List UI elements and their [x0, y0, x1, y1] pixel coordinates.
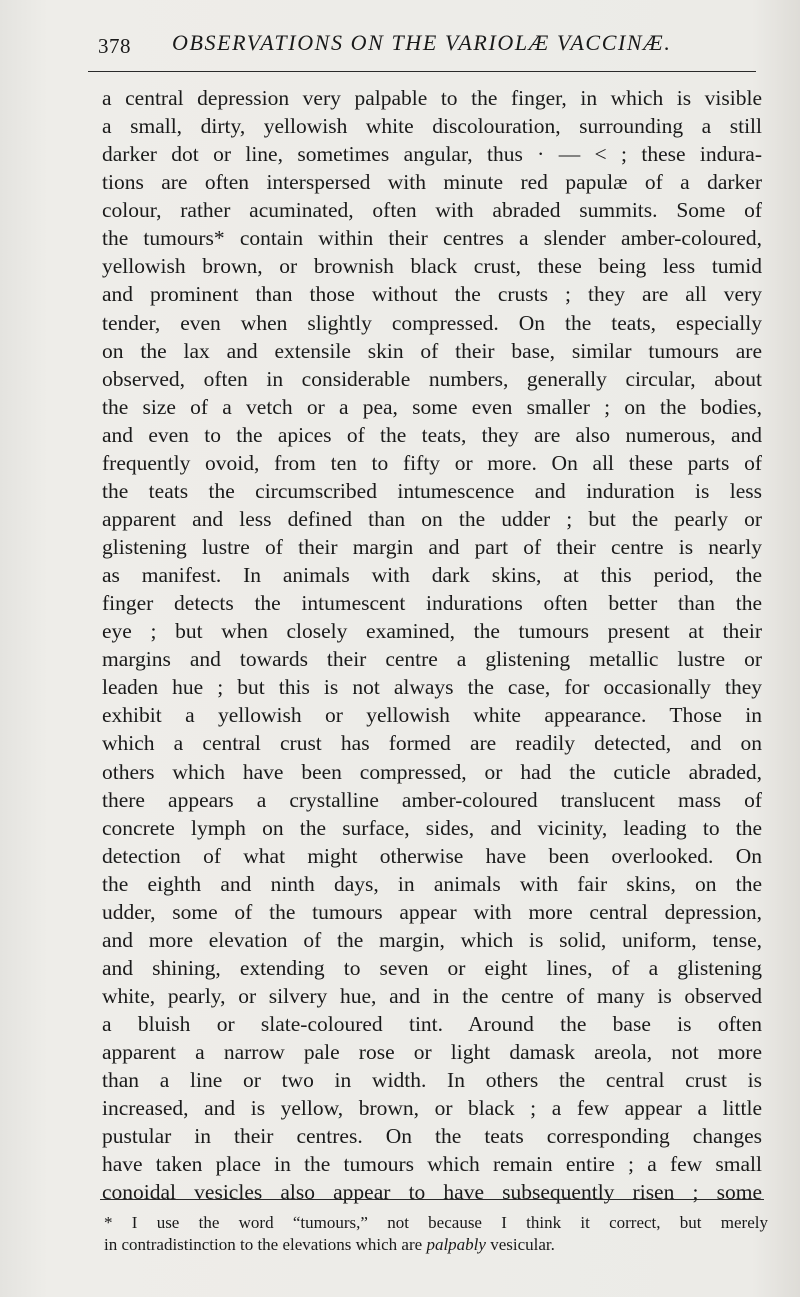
- text-line: the tumours* contain within their centres a slender amber-coloured,: [102, 226, 762, 251]
- text-line: eye ; but when closely examined, the tumours present at their: [102, 619, 762, 644]
- text-line: the eighth and ninth days, in animals with fair skins, on the: [102, 871, 762, 896]
- page-number: 378: [98, 34, 131, 58]
- footnote-rule: [100, 1199, 764, 1200]
- text-line: margins and towards their centre a glistening metallic lustre or: [102, 647, 762, 672]
- text-line: observed, often in considerable numbers, generally circular, about: [102, 366, 762, 391]
- text-line: on the lax and extensile skin of their base, similar tumours are: [102, 338, 762, 363]
- text-line: and prominent than those without the crusts ; they are all very: [102, 282, 762, 307]
- text-line: apparent a narrow pale rose or light damask areola, not more: [102, 1040, 762, 1065]
- text-line: leaden hue ; but this is not always the case, for occasionally they: [102, 675, 762, 700]
- text-line: apparent and less defined than on the udder ; but the pearly or: [102, 506, 762, 531]
- text-line: udder, some of the tumours appear with more central depression,: [102, 899, 762, 924]
- text-line: the teats the circumscribed intumescence and induration is less: [102, 478, 762, 503]
- page-header: [98, 30, 758, 62]
- footnote-line: [104, 1234, 768, 1256]
- text-line: yellowish brown, or brownish black crust, these being less tumid: [102, 254, 762, 279]
- body-text: [102, 84, 762, 1207]
- footnote-text: in contradistinction to the elevations which are: [104, 1235, 427, 1254]
- text-line: which a central crust has formed are readily detected, and on: [102, 731, 762, 756]
- text-line: and shining, extending to seven or eight lines, of a glistening: [102, 955, 762, 980]
- text-line: the size of a vetch or a pea, some even smaller ; on the bodies,: [102, 394, 762, 419]
- footnote-line: * I use the word “tumours,” not because I think it correct, but merely: [104, 1213, 768, 1232]
- text-line: conoidal vesicles also appear to have subsequently risen ; some: [102, 1180, 762, 1205]
- text-line: frequently ovoid, from ten to fifty or more. On all these parts of: [102, 450, 762, 475]
- text-line: have taken place in the tumours which remain entire ; a few small: [102, 1152, 762, 1177]
- text-line: tender, even when slightly compressed. On the teats, especially: [102, 310, 762, 335]
- text-line: darker dot or line, sometimes angular, thus · — < ; these indura-: [102, 142, 762, 167]
- text-line: as manifest. In animals with dark skins, at this period, the: [102, 563, 762, 588]
- text-line: pustular in their centres. On the teats corresponding changes: [102, 1124, 762, 1149]
- text-line: detection of what might otherwise have been overlooked. On: [102, 843, 762, 868]
- text-line: colour, rather acuminated, often with abraded summits. Some of: [102, 198, 762, 223]
- text-line: there appears a crystalline amber-coloured translucent mass of: [102, 787, 762, 812]
- text-line: others which have been compressed, or had the cuticle abraded,: [102, 759, 762, 784]
- text-line: and even to the apices of the teats, they are also numerous, and: [102, 422, 762, 447]
- text-line: increased, and is yellow, brown, or black ; a few appear a little: [102, 1096, 762, 1121]
- footnote-emphasis: palpably: [426, 1235, 486, 1254]
- running-head: OBSERVATIONS ON THE VARIOLÆ VACCINÆ.: [172, 30, 672, 55]
- text-line: and more elevation of the margin, which is solid, uniform, tense,: [102, 927, 762, 952]
- text-line: finger detects the intumescent indurations often better than the: [102, 591, 762, 616]
- text-line: a central depression very palpable to the finger, in which is visible: [102, 86, 762, 110]
- text-line: concrete lymph on the surface, sides, and vicinity, leading to the: [102, 815, 762, 840]
- footnote: [104, 1212, 768, 1256]
- text-line: white, pearly, or silvery hue, and in the centre of many is observed: [102, 984, 762, 1008]
- text-line: glistening lustre of their margin and part of their centre is nearly: [102, 535, 762, 559]
- text-line: a small, dirty, yellowish white discolouration, surrounding a still: [102, 114, 762, 139]
- text-line: than a line or two in width. In others the central crust is: [102, 1068, 762, 1093]
- text-line: a bluish or slate-coloured tint. Around the base is often: [102, 1012, 762, 1037]
- header-rule: [88, 71, 756, 72]
- text-line: tions are often interspersed with minute red papulæ of a darker: [102, 170, 762, 195]
- footnote-text: vesicular.: [485, 1235, 555, 1254]
- text-line: exhibit a yellowish or yellowish white appearance. Those in: [102, 703, 762, 728]
